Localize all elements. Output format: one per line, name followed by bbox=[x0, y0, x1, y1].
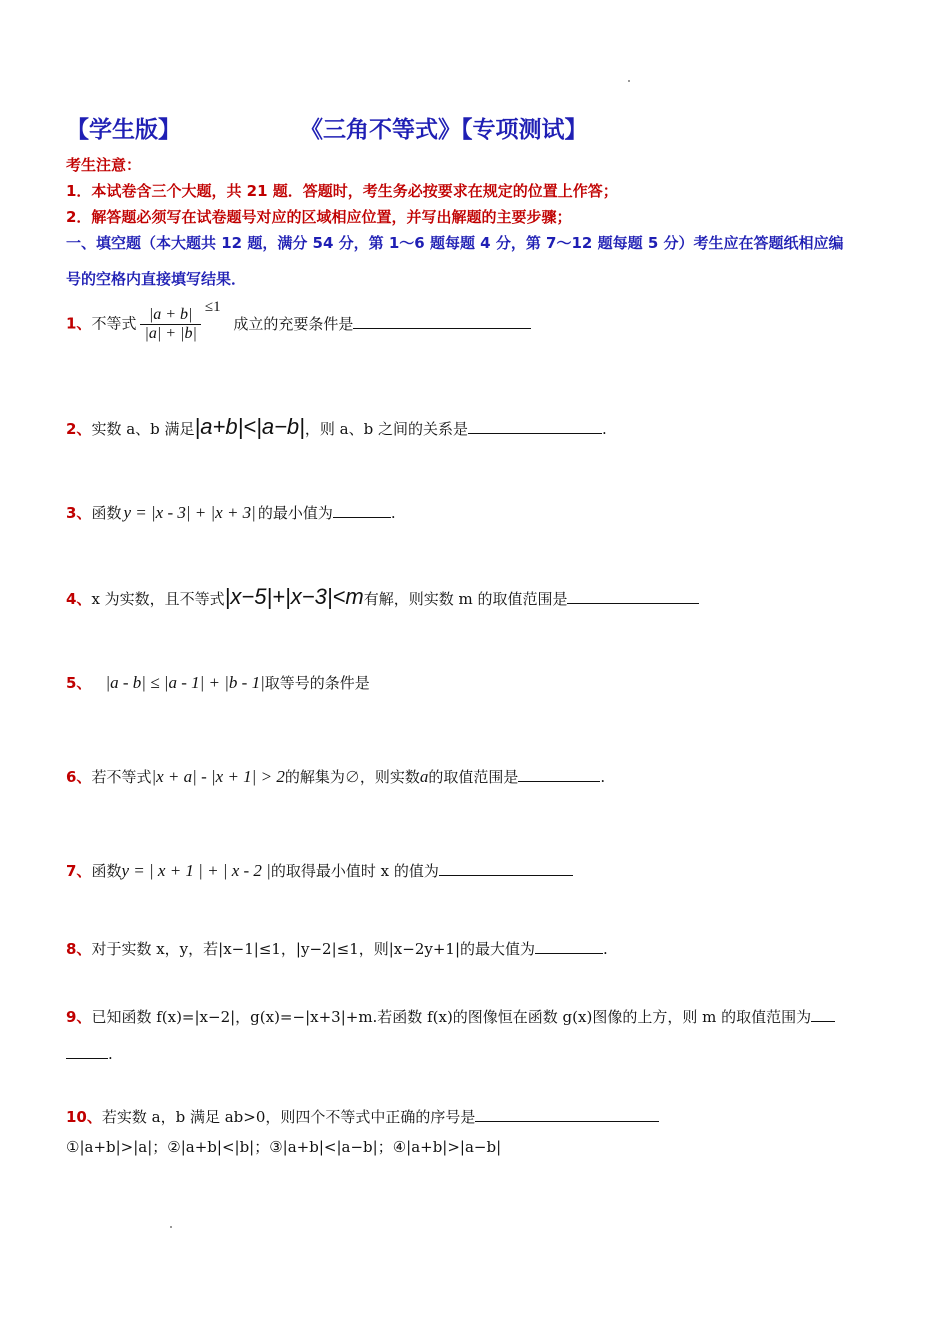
relation-symbol: ≤1 bbox=[204, 298, 221, 315]
notice-heading: 考生注意： bbox=[66, 156, 142, 174]
question-text: 取等号的条件是 bbox=[264, 674, 370, 692]
notice-item-1: 1．本试卷含三个大题，共 21 题．答题时，考生务必按要求在规定的位置上作答； bbox=[66, 182, 618, 200]
answer-blank[interactable] bbox=[518, 767, 600, 782]
question-text: 若实数 a，b 满足 ab>0，则四个不等式中正确的序号是 bbox=[101, 1108, 476, 1126]
question-10-options: ①|a+b|>|a|；②|a+b|<|b|；③|a+b|<|a−b|；④|a+b|>|a−b| bbox=[66, 1138, 502, 1156]
question-text: 对于实数 x，y，若|x−1|≤1，|y−2|≤1，则|x−2y+1|的最大值为 bbox=[91, 940, 536, 958]
question-2 bbox=[66, 414, 607, 440]
answer-blank[interactable] bbox=[333, 503, 391, 518]
question-text: 不等式 bbox=[91, 314, 137, 333]
question-text: 的解集为∅，则实数 bbox=[284, 768, 420, 786]
question-text: x 为实数，且不等式 bbox=[91, 590, 225, 608]
question-text: 函数 bbox=[91, 504, 122, 522]
period: . bbox=[600, 768, 606, 786]
question-number: 5、 bbox=[66, 674, 92, 692]
period: . bbox=[603, 940, 608, 958]
question-7 bbox=[66, 860, 573, 881]
question-text: ，则 a、b 之间的关系是 bbox=[304, 420, 468, 438]
fraction-numerator: |a + b| bbox=[140, 306, 200, 325]
question-4 bbox=[66, 584, 699, 610]
question-number: 6、 bbox=[66, 768, 92, 786]
question-number: 8、 bbox=[66, 940, 92, 958]
notice-item-2: 2．解答题必须写在试卷题号对应的区域相应位置，并写出解题的主要步骤； bbox=[66, 208, 572, 226]
answer-blank[interactable] bbox=[535, 939, 603, 954]
question-10 bbox=[66, 1106, 659, 1127]
question-text: 的最小值为 bbox=[257, 504, 333, 522]
math-expression: |a - b| ≤ |a - 1| + |b - 1| bbox=[105, 673, 265, 692]
question-9 bbox=[66, 1006, 835, 1027]
question-text: 的取得最小值时 x 的值为 bbox=[270, 862, 439, 880]
question-number: 10、 bbox=[66, 1108, 102, 1126]
answer-blank[interactable] bbox=[567, 589, 699, 604]
section-heading-line1: 一、填空题（本大题共 12 题，满分 54 分，第 1～6 题每题 4 分，第 7～12 题每题 5 分）考生应在答题纸相应编 bbox=[66, 234, 844, 252]
period: . bbox=[108, 1045, 113, 1063]
answer-blank[interactable] bbox=[439, 861, 573, 876]
question-3 bbox=[66, 502, 396, 523]
question-text: 有解，则实数 m 的取值范围是 bbox=[363, 590, 568, 608]
question-1 bbox=[66, 298, 531, 343]
artifact-dot bbox=[170, 1226, 172, 1228]
math-expression: |x−5|+|x−3|<m bbox=[224, 584, 364, 609]
question-text: 若不等式 bbox=[91, 768, 152, 786]
question-number: 4、 bbox=[66, 590, 92, 608]
period: . bbox=[390, 504, 396, 522]
math-expression: |a+b|<|a−b| bbox=[194, 414, 305, 439]
period: . bbox=[601, 420, 607, 438]
edition-label: 【学生版】 bbox=[66, 117, 181, 143]
question-text: 成立的充要条件是 bbox=[233, 314, 354, 333]
math-expression: y = |x - 3| + |x + 3| bbox=[123, 503, 256, 522]
question-5 bbox=[66, 672, 370, 693]
question-text: 的取值范围是 bbox=[428, 768, 519, 786]
fraction-denominator: |a| + |b| bbox=[144, 325, 197, 342]
question-text: 实数 a、b 满足 bbox=[91, 420, 195, 438]
question-text: 函数 bbox=[91, 862, 122, 880]
question-number: 1、 bbox=[66, 314, 92, 333]
question-text: 已知函数 f(x)=|x−2|，g(x)=−|x+3|+m.若函数 f(x)的图像恒在函数 g(x)图像的上方，则 m 的取值范围为 bbox=[91, 1008, 812, 1026]
artifact-dot bbox=[628, 80, 630, 82]
math-expression: |x + a| - |x + 1| > 2 bbox=[151, 767, 285, 786]
question-8 bbox=[66, 938, 608, 959]
variable: a bbox=[419, 767, 429, 786]
question-number: 2、 bbox=[66, 420, 92, 438]
answer-blank[interactable] bbox=[475, 1107, 659, 1122]
question-9-continued bbox=[66, 1044, 113, 1063]
question-number: 9、 bbox=[66, 1008, 92, 1026]
answer-blank[interactable] bbox=[468, 419, 602, 434]
question-number: 7、 bbox=[66, 862, 92, 880]
fraction-expression bbox=[140, 306, 200, 343]
math-expression: y = | x + 1 | + | x - 2 | bbox=[121, 861, 271, 880]
question-6 bbox=[66, 766, 605, 787]
section-heading-line2: 号的空格内直接填写结果． bbox=[66, 270, 247, 288]
page-title: 《三角不等式》【专项测试】 bbox=[300, 117, 588, 143]
answer-blank-continued[interactable] bbox=[66, 1044, 108, 1059]
answer-blank[interactable] bbox=[353, 314, 531, 329]
question-number: 3、 bbox=[66, 504, 92, 522]
answer-blank[interactable] bbox=[811, 1007, 835, 1022]
